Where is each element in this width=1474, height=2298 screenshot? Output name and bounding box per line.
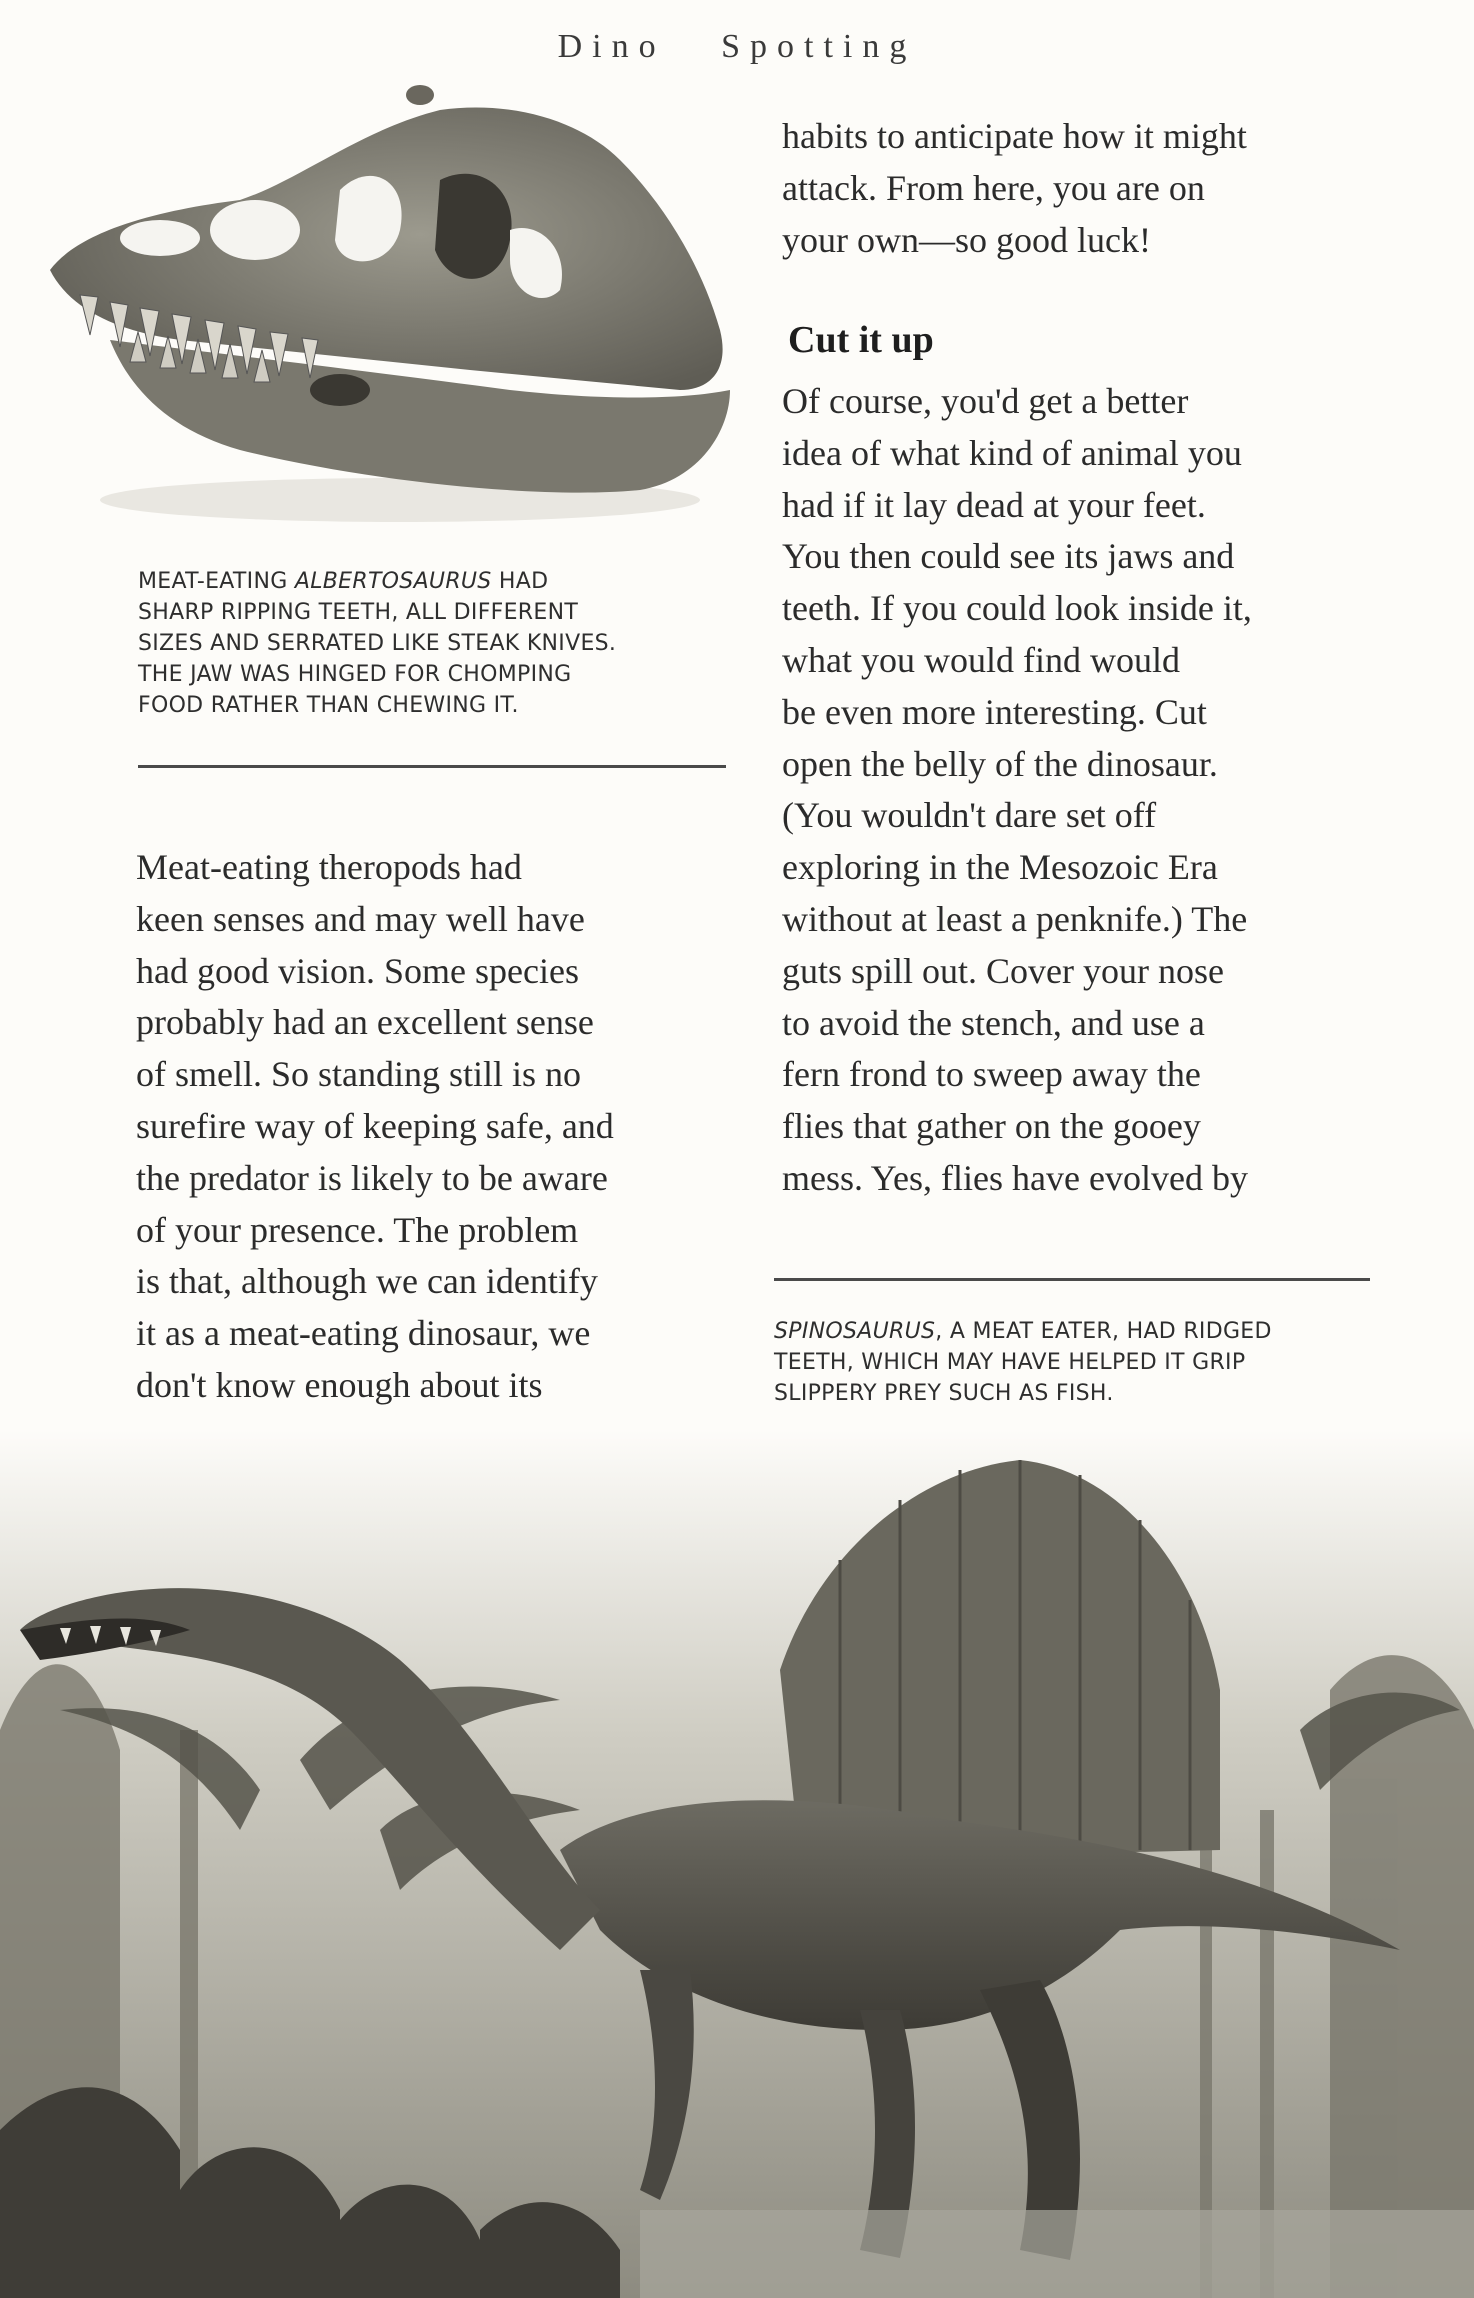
albertosaurus-skull-image <box>40 70 740 540</box>
left-column-text: Meat-eating theropods had keen senses and may well have had good vision. Some species probably had an excellent sense of smell. So standing still is no surefire way of keeping safe, and the predator is likely to be aware of your presence. The problem is that, although we can identify it as a meat-eating dinosaur, we don't know enough about its <box>136 847 614 1405</box>
caption-divider <box>138 765 726 768</box>
caption-body: HAD SHARP RIPPING TEETH, ALL DIFFERENT SIZES AND SERRATED LIKE STEAK KNIVES. THE JAW WAS HINGED FOR CHOMPING FOOD RATHER THAN CHEWING IT. <box>138 569 617 718</box>
caption-lead: MEAT-EATING <box>138 569 295 594</box>
running-head-first: Dino <box>557 28 666 65</box>
spinosaurus-caption <box>774 1316 1394 1409</box>
caption-divider <box>774 1278 1370 1281</box>
albertosaurus-caption <box>138 566 738 721</box>
running-head <box>0 28 1474 66</box>
caption-species: ALBERTOSAURUS <box>294 569 492 594</box>
running-head-second: Spotting <box>721 28 917 65</box>
section-heading: Cut it up <box>788 319 934 361</box>
caption-species: SPINOSAURUS <box>774 1319 936 1344</box>
spinosaurus-scene-image <box>0 1430 1474 2298</box>
right-column-text: Of course, you'd get a better idea of what kind of animal you had if it lay dead at your feet. You then could see its jaws and teeth. If you could look inside it, what you would find would be even more interesting. Cut open the belly of the dinosaur. (You wouldn't dare set off exploring in the Mesozoic Era without at least a penknife.) The guts spill out. Cover your nose to avoid the stench, and use a fern frond to sweep away the flies that gather on the gooey mess. Yes, flies have evolved by <box>782 381 1252 1198</box>
caption-body: , A MEAT EATER, HAD RIDGED TEETH, WHICH MAY HAVE HELPED IT GRIP SLIPPERY PREY SUCH AS FISH. <box>774 1319 1272 1406</box>
right-column-continuation: habits to anticipate how it might attack. From here, you are on your own—so good luck! <box>782 116 1247 260</box>
